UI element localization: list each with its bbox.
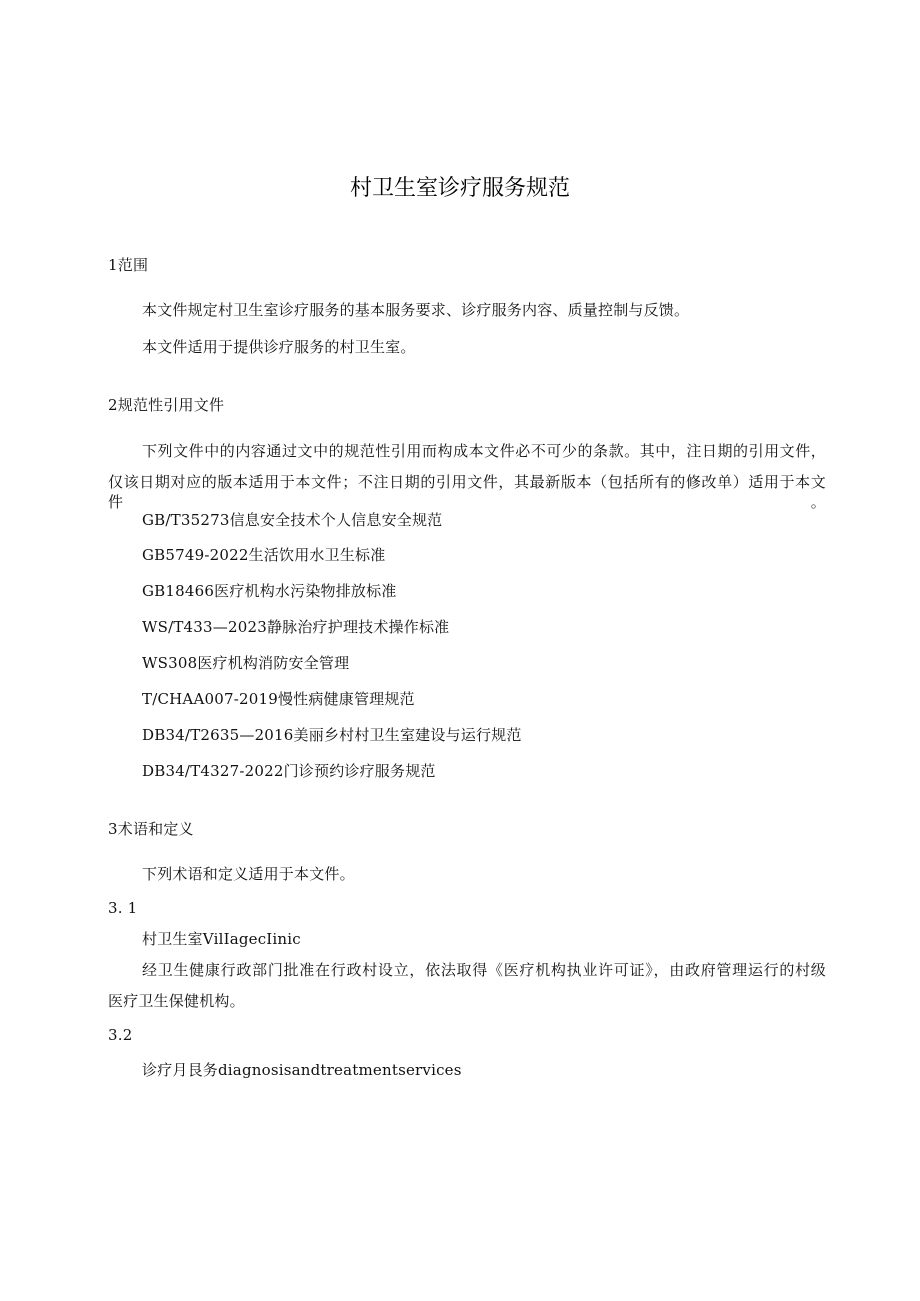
- section-heading-terms: 3术语和定义: [108, 820, 194, 838]
- terms-intro: 下列术语和定义适用于本文件。: [142, 865, 355, 883]
- reference-item: WS308医疗机构消防安全管理: [142, 654, 350, 672]
- reference-item: DB34/T2635—2016美丽乡村村卫生室建设与运行规范: [142, 726, 522, 744]
- section-heading-references: 2规范性引用文件: [108, 396, 225, 414]
- section-heading-scope: 1范围: [108, 256, 149, 274]
- reference-item: GB18466医疗机构水污染物排放标准: [142, 582, 397, 600]
- scope-paragraph-1: 本文件规定村卫生室诊疗服务的基本服务要求、诊疗服务内容、质量控制与反馈。: [142, 301, 690, 319]
- term-definition-1-line-1: 经卫生健康行政部门批准在行政村设立，依法取得《医疗机构执业许可证》，由政府管理运行的村级: [142, 961, 826, 979]
- references-intro-line-2: 仅该日期对应的版本适用于本文件；不注日期的引用文件，其最新版本（包括所有的修改单）适用于本文件。: [108, 473, 826, 511]
- reference-item: DB34/T4327-2022门诊预约诊疗服务规范: [142, 762, 436, 780]
- term-number-2: 3.2: [108, 1026, 133, 1044]
- term-definition-1-line-2: 医疗卫生保健机构。: [108, 992, 245, 1010]
- references-intro-line-1: 下列文件中的内容通过文中的规范性引用而构成本文件必不可少的条款。其中，注日期的引用文件，: [142, 442, 826, 460]
- reference-item: WS/T433—2023静脉治疗护理技术操作标准: [142, 618, 450, 636]
- term-name-2: 诊疗月艮务diagnosisandtreatmentservices: [142, 1061, 462, 1079]
- term-number-1: 3. 1: [108, 899, 138, 917]
- scope-paragraph-2: 本文件适用于提供诊疗服务的村卫生室。: [142, 338, 416, 356]
- term-name-1: 村卫生室VilIagecIinic: [142, 930, 301, 948]
- reference-item: GB5749-2022生活饮用水卫生标准: [142, 546, 386, 564]
- reference-item: T/CHAA007-2019慢性病健康管理规范: [142, 690, 415, 708]
- document-title: 村卫生室诊疗服务规范: [349, 176, 570, 201]
- reference-item: GB/T35273信息安全技术个人信息安全规范: [142, 511, 443, 529]
